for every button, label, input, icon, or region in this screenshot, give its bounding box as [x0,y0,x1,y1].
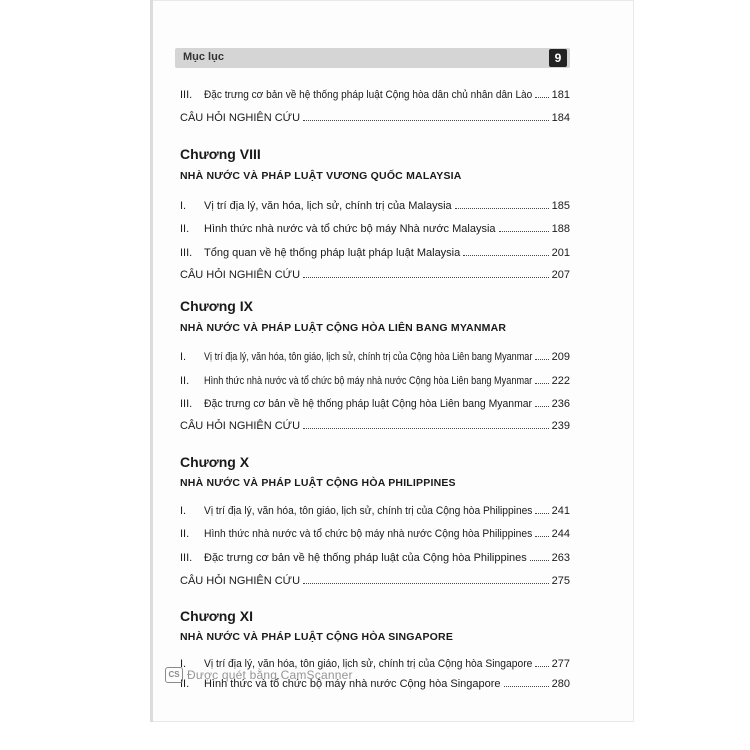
toc-entry [180,371,570,387]
chapter-subtitle: NHÀ NƯỚC VÀ PHÁP LUẬT VƯƠNG QUỐC MALAYSIA [180,170,462,182]
dot-leader [504,686,549,687]
entry-page: 184 [551,112,570,124]
dot-leader [303,428,549,429]
entry-number: I. [180,505,187,517]
toc-entry [180,243,570,259]
entry-number: II. [180,223,190,235]
entry-number: III. [180,552,193,564]
page-number: 9 [549,49,567,67]
entry-page: 236 [551,398,570,410]
entry-page: 209 [551,351,570,363]
entry-text: Hình thức nhà nước và tổ chức bộ máy nhà nước Cộng hòa Philippines [204,528,533,540]
entry-text: CÂU HỎI NGHIÊN CỨU [180,112,301,124]
entry-text: Đặc trưng cơ bản về hệ thống pháp luật của Cộng hòa Philippines [204,552,527,564]
running-header [175,48,570,68]
entry-text: Vị trí địa lý, văn hóa, tôn giáo, lịch sử, chính trị của Cộng hòa Philippines [204,505,533,517]
entry-page: 239 [551,420,570,432]
dot-leader [535,536,548,537]
dot-leader [535,666,548,667]
header-title: Mục lục [183,51,224,63]
entry-number: III. [180,89,193,101]
entry-text: Vị trí địa lý, văn hóa, tôn giáo, lịch sử, chính trị của Cộng hòa Liên bang Myanmar [204,351,533,363]
entry-number: III. [180,247,193,259]
entry-number: I. [180,658,187,670]
entry-text: Hình thức và tổ chức bộ máy nhà nước Cộng hòa Singapore [204,678,501,690]
toc-entry [180,347,570,363]
watermark-text: Được quét bằng CamScanner [187,668,353,682]
entry-text: Hình thức nhà nước và tổ chức bộ máy Nhà nước Malaysia [204,223,496,235]
entry-page: 207 [551,269,570,281]
entry-text: Tổng quan về hệ thống pháp luật pháp luật Malaysia [204,247,461,259]
dot-leader [535,406,549,407]
dot-leader [535,97,548,98]
chapter-subtitle: NHÀ NƯỚC VÀ PHÁP LUẬT CỘNG HÒA PHILIPPINES [180,477,456,489]
entry-text: CÂU HỎI NGHIÊN CỨU [180,420,301,432]
chapter-subtitle: NHÀ NƯỚC VÀ PHÁP LUẬT CỘNG HÒA LIÊN BANG MYANMAR [180,322,507,334]
dot-leader [535,359,548,360]
entry-page: 280 [551,678,570,690]
entry-number: II. [180,678,190,690]
entry-page: 241 [551,505,570,517]
entry-text: Đặc trưng cơ bản về hệ thống pháp luật Cộng hòa Liên bang Myanmar [204,398,533,410]
toc-entry [180,548,570,564]
camscanner-watermark [165,667,353,683]
toc-entry [180,394,570,410]
entry-page: 244 [551,528,570,540]
entry-number: III. [180,398,193,410]
chapter-subtitle: NHÀ NƯỚC VÀ PHÁP LUẬT CỘNG HÒA SINGAPORE [180,631,454,643]
toc-entry [180,108,570,124]
entry-page: 222 [551,375,570,387]
toc-entry [180,265,570,281]
entry-number: II. [180,375,190,387]
entry-number: I. [180,200,187,212]
entry-text: Vị trí địa lý, văn hóa, tôn giáo, lịch sử, chính trị của Cộng hòa Singapore [204,658,533,670]
camscanner-icon: CS [165,667,183,683]
toc-entry [180,196,570,212]
chapter-title: Chương X [180,454,250,470]
toc-entry [180,501,570,517]
entry-number: I. [180,351,187,363]
chapter-title: Chương VIII [180,146,261,162]
dot-leader [303,277,549,278]
toc-entry [180,219,570,235]
entry-page: 185 [551,200,570,212]
toc-entry [180,524,570,540]
entry-page: 201 [551,247,570,259]
dot-leader [535,383,548,384]
entry-page: 263 [551,552,570,564]
dot-leader [463,255,548,256]
entry-page: 181 [551,89,570,101]
chapter-title: Chương XI [180,608,253,624]
entry-text: CÂU HỎI NGHIÊN CỨU [180,269,301,281]
toc-entry [180,85,570,101]
dot-leader [499,231,549,232]
entry-page: 277 [551,658,570,670]
dot-leader [535,513,548,514]
entry-text: Hình thức nhà nước và tổ chức bộ máy nhà nước Cộng hòa Liên bang Myanmar [204,375,533,387]
entry-page: 188 [551,223,570,235]
chapter-title: Chương IX [180,298,253,314]
entry-text: Đặc trưng cơ bản về hệ thống pháp luật Cộng hòa dân chủ nhân dân Lào [204,89,533,101]
entry-page: 275 [551,575,570,587]
entry-text: CÂU HỎI NGHIÊN CỨU [180,575,301,587]
dot-leader [455,208,549,209]
entry-text: Vị trí địa lý, văn hóa, lịch sử, chính trị của Malaysia [204,200,452,212]
page-gutter [150,0,153,722]
toc-entry [180,571,570,587]
dot-leader [303,583,549,584]
toc-entry [180,416,570,432]
entry-number: II. [180,528,190,540]
dot-leader [530,560,549,561]
dot-leader [303,120,549,121]
